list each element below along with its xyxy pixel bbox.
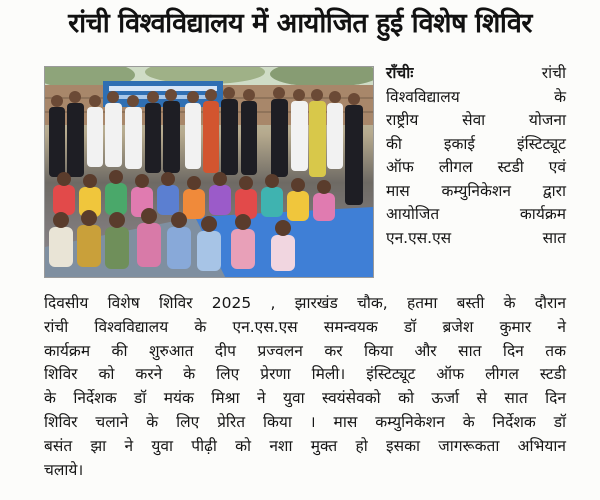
news-photo bbox=[44, 66, 374, 278]
body-line-2: रांची विश्वविद्यालय के एन.एस.एस समन्वयक डॉ ब्रजेश कुमार ने bbox=[44, 317, 566, 336]
lead-line-2: विश्वविद्यालय के bbox=[386, 87, 566, 106]
body-line-4: शिविर को करने के लिए प्रेरणा मिली। इंस्टिट्यूट ऑफ लीगल स्टडी bbox=[44, 365, 566, 384]
lead-line-7: आयोजित कार्यक्रम bbox=[386, 205, 566, 223]
lead-line-5: ऑफ लीगल स्टडी एवं bbox=[386, 158, 566, 176]
lead-line-4: की इकाई इंस्टिट्यूट bbox=[386, 134, 566, 153]
dateline: राँचीः bbox=[386, 64, 414, 82]
headline: रांची विश्वविद्यालय में आयोजित हुई विशेष शिविर bbox=[68, 8, 532, 39]
body-line-1: दिवसीय विशेष शिविर 2025 , झारखंड चौक, हतमा बस्ती के दौरान bbox=[44, 294, 566, 312]
lead-line-1: राँचीः रांची bbox=[386, 64, 566, 82]
body-line-8: चलाये। bbox=[44, 460, 84, 479]
group-photo-illustration bbox=[45, 67, 373, 277]
lead-line-8: एन.एस.एस सात bbox=[386, 228, 566, 247]
lead-line-3: राष्ट्रीय सेवा योजना bbox=[386, 111, 566, 129]
body-line-6: शिविर चलाने के लिए प्रेरित किया । मास कम्युनिकेशन के निर्देशक डॉ bbox=[44, 412, 566, 431]
lead-column bbox=[386, 62, 566, 250]
body-line-7: बसंत झा ने युवा पीढ़ी को नशा मुक्त हो इसका जागरूकता अभियान bbox=[44, 436, 566, 455]
article-body bbox=[44, 292, 566, 482]
body-line-3: कार्यक्रम की शुरुआत दीप प्रज्वलन कर किया और सात दिन तक bbox=[44, 341, 566, 360]
body-line-5: के निर्देशक डॉ मयंक मिश्रा ने युवा स्वयंसेवको को ऊर्जा से सात दिन bbox=[44, 389, 566, 408]
lead-line-6: मास कम्युनिकेशन द्वारा bbox=[386, 181, 566, 200]
